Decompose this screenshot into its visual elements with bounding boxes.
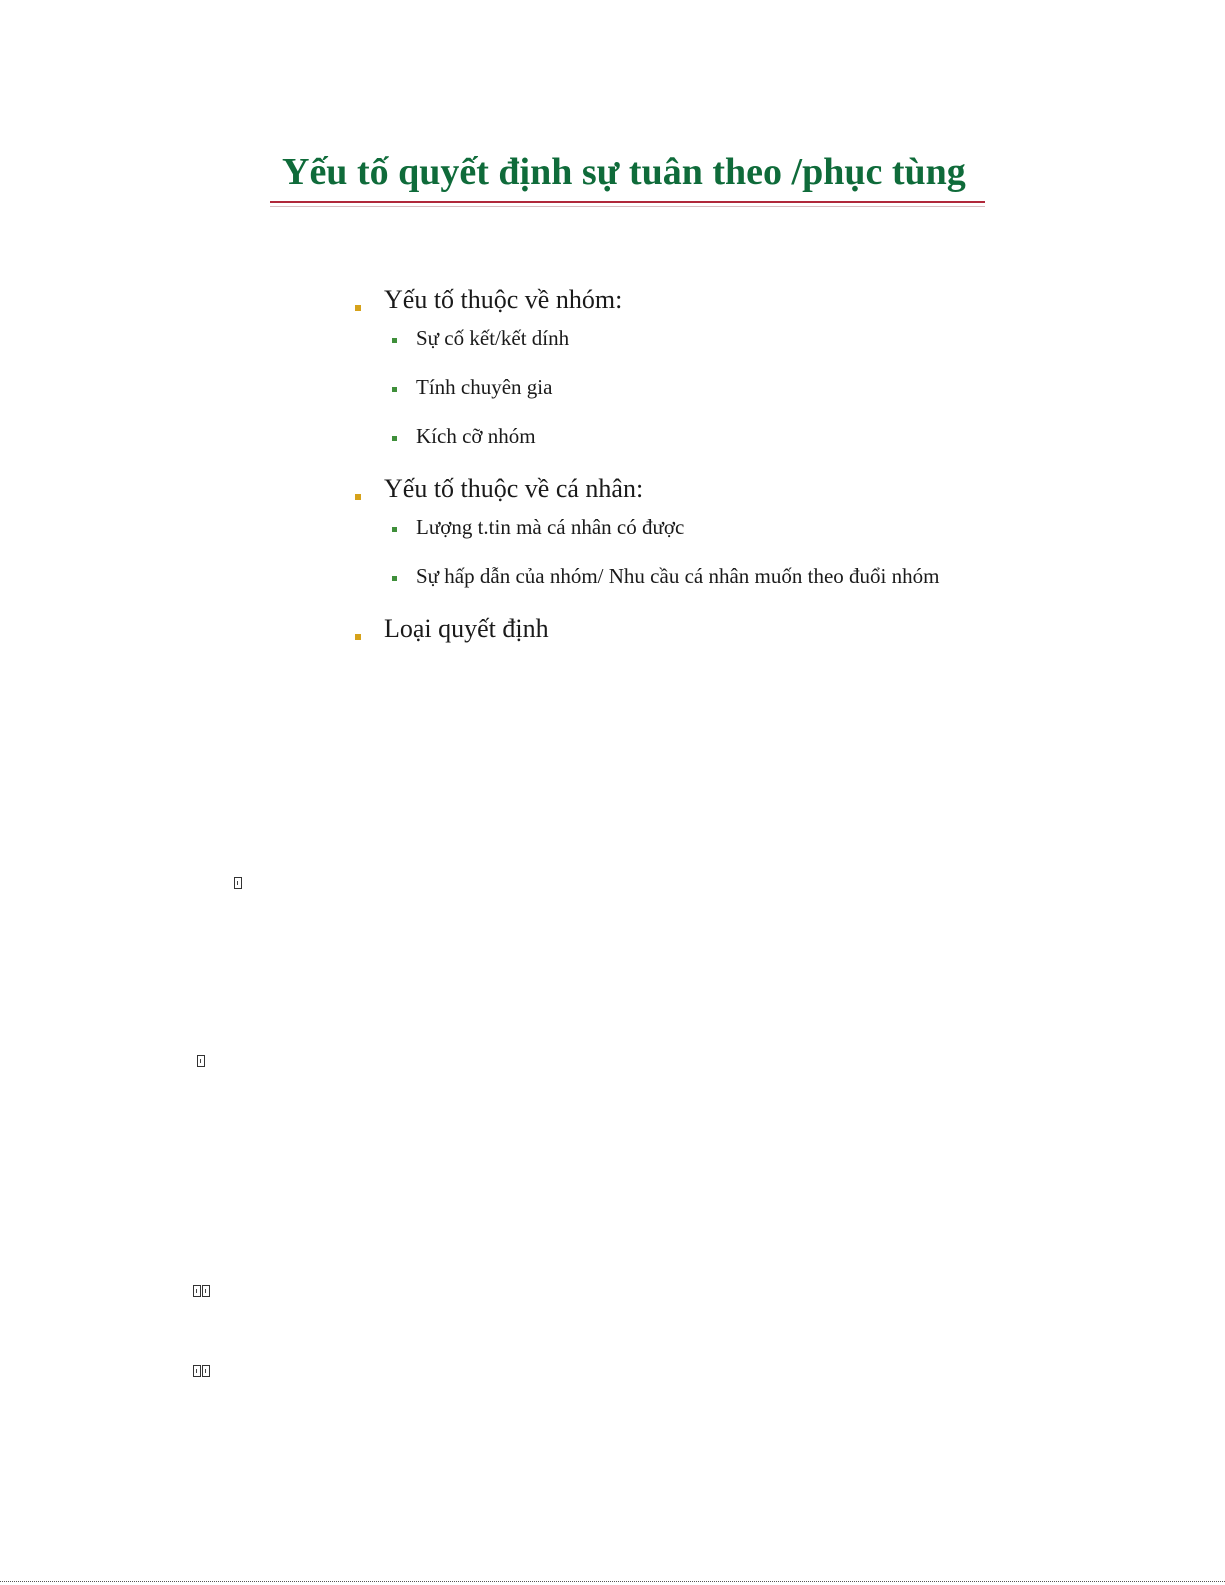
- sub-bullet-text: Kích cỡ nhóm: [416, 424, 536, 448]
- square-bullet-icon: [355, 305, 361, 311]
- sub-bullet-text: Sự hấp dẫn của nhóm/ Nhu cầu cá nhân muốn theo đuổi nhóm: [416, 564, 940, 588]
- bullet-list: [355, 282, 975, 647]
- bullet-group-heading: [355, 471, 975, 507]
- sub-bullet-text: Lượng t.tin mà cá nhân có được: [416, 515, 685, 539]
- missing-glyph-icon: [234, 875, 243, 889]
- square-bullet-icon: [392, 576, 397, 581]
- square-bullet-icon: [392, 338, 397, 343]
- square-bullet-icon: [392, 387, 397, 392]
- sub-bullet-item: [392, 373, 975, 401]
- bullet-heading-text: Yếu tố thuộc về nhóm:: [384, 285, 623, 314]
- sub-bullet-item: [392, 422, 975, 450]
- square-bullet-icon: [392, 527, 397, 532]
- missing-glyph-icon: [197, 1053, 206, 1067]
- sub-bullet-text: Tính chuyên gia: [416, 375, 553, 399]
- sub-bullet-item: [392, 562, 975, 590]
- title-underline: [270, 201, 985, 203]
- page-bottom-border: [0, 1581, 1225, 1582]
- title-underline-secondary: [270, 206, 985, 207]
- square-bullet-icon: [355, 494, 361, 500]
- sub-bullet-item: [392, 324, 975, 352]
- slide-title: Yếu tố quyết định sự tuân theo /phục tùng: [282, 151, 966, 193]
- square-bullet-icon: [355, 634, 361, 640]
- sub-bullet-item: [392, 513, 975, 541]
- bullet-heading-text: Loại quyết định: [384, 614, 549, 643]
- bullet-group-heading: [355, 611, 975, 647]
- bullet-heading-text: Yếu tố thuộc về cá nhân:: [384, 474, 644, 503]
- missing-glyph-icon: [193, 1283, 211, 1297]
- bullet-group-heading: [355, 282, 975, 318]
- missing-glyph-icon: [193, 1363, 211, 1377]
- sub-bullet-text: Sự cố kết/kết dính: [416, 326, 570, 350]
- square-bullet-icon: [392, 436, 397, 441]
